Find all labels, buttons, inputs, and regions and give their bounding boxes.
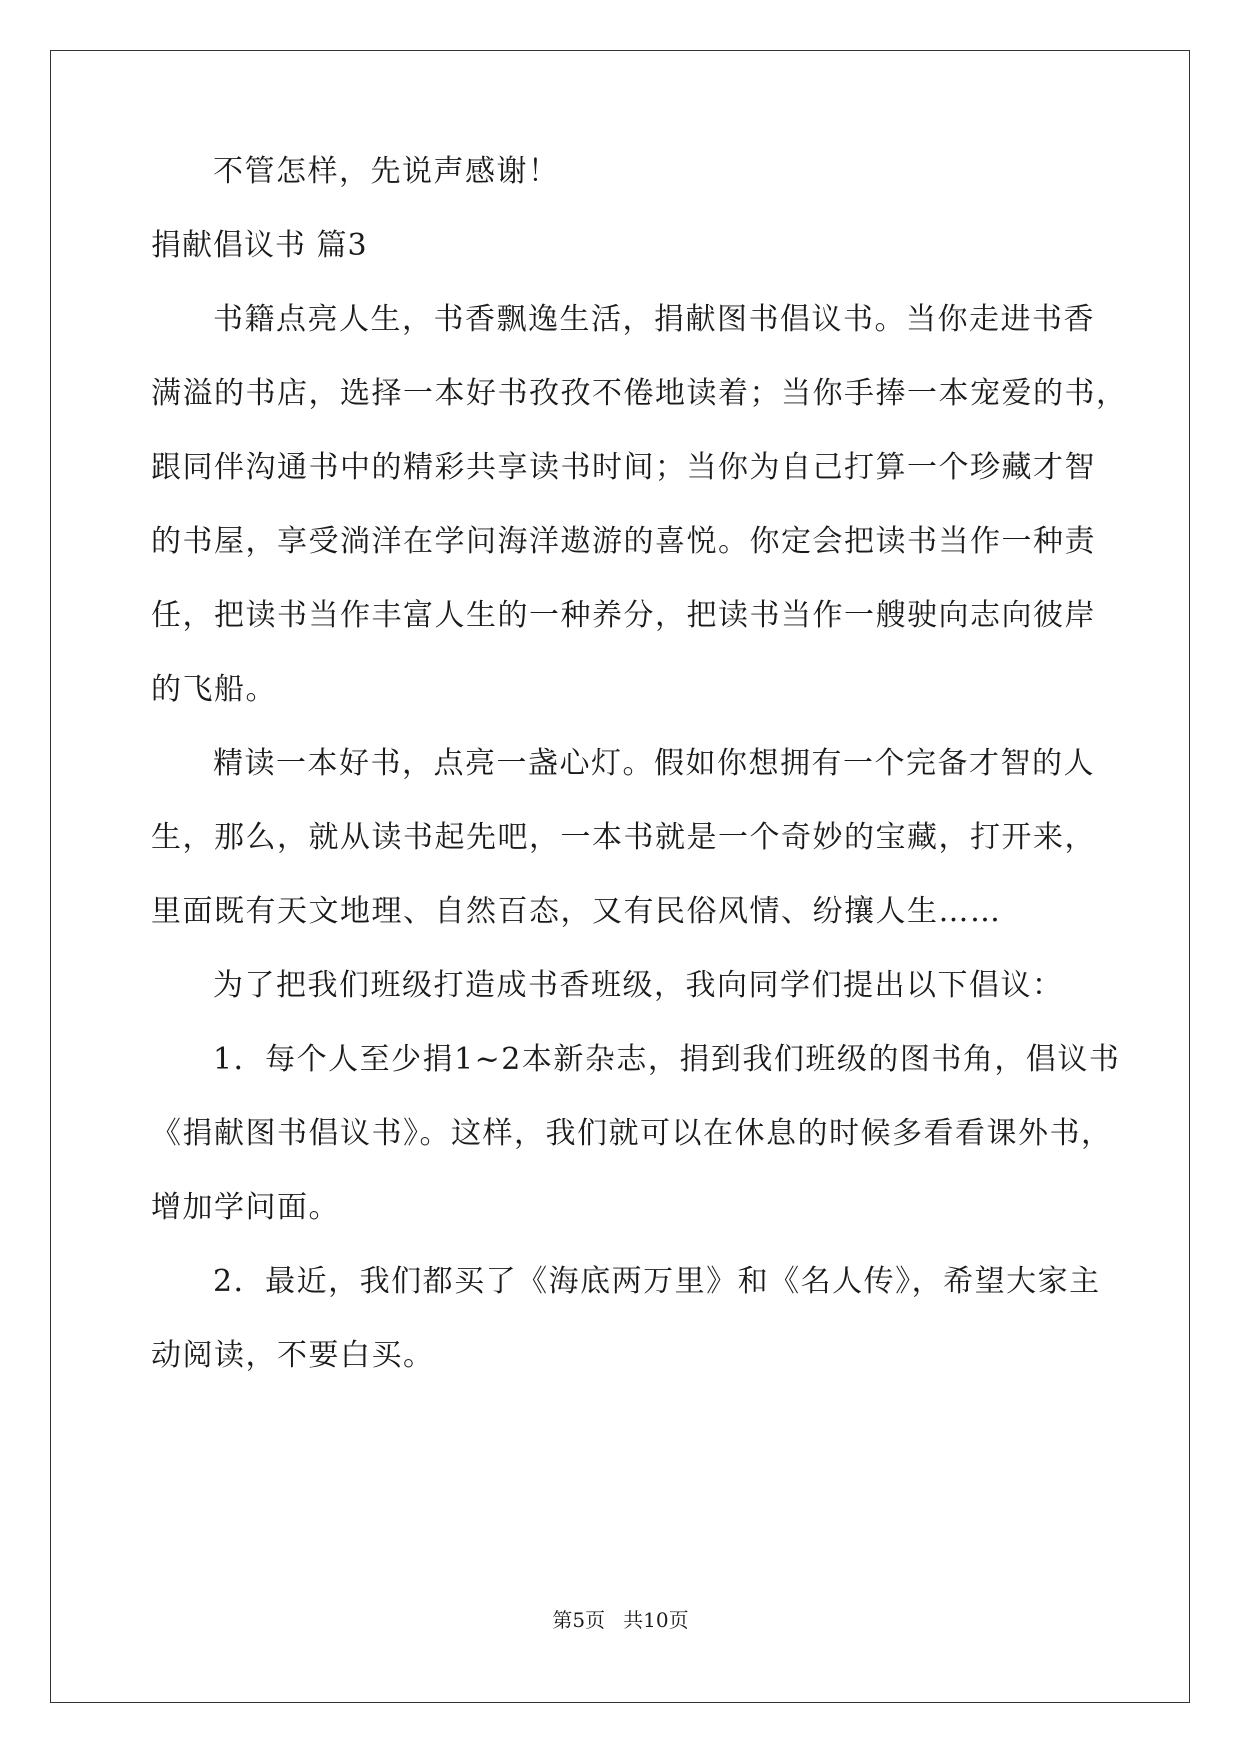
- paragraph-2-line-3: 里面既有天文地理、自然百态，又有民俗风情、纷攘人生……: [151, 894, 1002, 929]
- page-footer: [0, 1607, 1241, 1633]
- paragraph-4-line-1: 1．每个人至少捐1~2本新杂志，捐到我们班级的图书角，倡议书: [213, 1042, 1121, 1077]
- page-number: 第5页: [552, 1608, 606, 1632]
- page-border: [50, 50, 1190, 1703]
- paragraph-3-line-1: 为了把我们班级打造成书香班级，我向同学们提出以下倡议：: [213, 968, 1064, 1003]
- section-title: 捐献倡议书 篇3: [151, 228, 368, 263]
- paragraph-5-line-2: 动阅读，不要白买。: [151, 1338, 435, 1373]
- closing-line: 不管怎样，先说声感谢！: [213, 154, 560, 189]
- paragraph-2-line-1: 精读一本好书，点亮一盏心灯。假如你想拥有一个完备才智的人: [213, 746, 1095, 781]
- page-total: 共10页: [623, 1608, 689, 1632]
- paragraph-1-line-3: 跟同伴沟通书中的精彩共享读书时间；当你为自己打算一个珍藏才智: [151, 450, 1096, 485]
- paragraph-1-line-4: 的书屋，享受淌洋在学问海洋遨游的喜悦。你定会把读书当作一种责: [151, 524, 1096, 559]
- paragraph-1-line-6: 的飞船。: [151, 672, 277, 707]
- paragraph-1-line-2: 满溢的书店，选择一本好书孜孜不倦地读着；当你手捧一本宠爱的书，: [151, 376, 1128, 411]
- paragraph-5-line-1: 2．最近，我们都买了《海底两万里》和《名人传》，希望大家主: [213, 1264, 1101, 1299]
- paragraph-4-line-3: 增加学问面。: [151, 1190, 340, 1225]
- paragraph-1-line-5: 任，把读书当作丰富人生的一种养分，把读书当作一艘驶向志向彼岸: [151, 598, 1096, 633]
- paragraph-2-line-2: 生，那么，就从读书起先吧，一本书就是一个奇妙的宝藏，打开来，: [151, 820, 1096, 855]
- paragraph-4-line-2: 《捐献图书倡议书》。这样，我们就可以在休息的时候多看看课外书，: [151, 1116, 1113, 1151]
- paragraph-1-line-1: 书籍点亮人生，书香飘逸生活，捐献图书倡议书。当你走进书香: [213, 302, 1095, 337]
